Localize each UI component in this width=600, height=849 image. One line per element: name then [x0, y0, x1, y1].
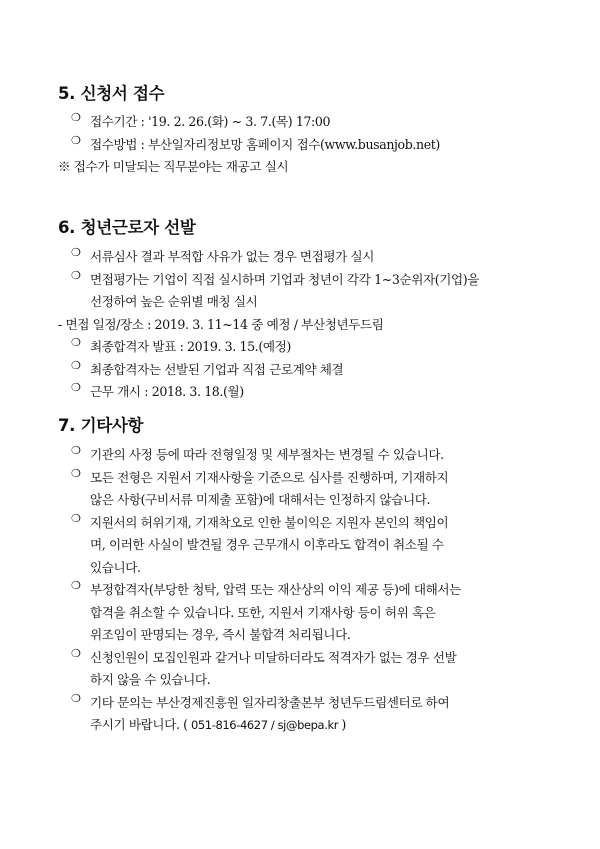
item-text: 부정합격자(부당한 청탁, 압력 또는 재산상의 이익 제공 등)에 대해서는 — [90, 582, 461, 597]
bullet-circle-icon: ❍ — [71, 511, 81, 525]
list-item — [58, 359, 558, 382]
section-selection — [58, 216, 558, 404]
item-text: 면접평가는 기업이 직접 실시하며 기업과 청년이 각각 1~3순위자(기업)을 — [90, 271, 480, 287]
section-application — [58, 82, 558, 179]
bullet-circle-icon: ❍ — [71, 444, 81, 457]
bullet-circle-icon: ❍ — [71, 133, 81, 147]
bullet-circle-icon: ❍ — [71, 246, 81, 259]
item-text: 신청인원이 모집인원과 같거나 미달하더라도 적격자가 없는 경우 선발 — [90, 649, 457, 665]
bullet-circle-icon: ❍ — [71, 466, 81, 480]
list-item — [58, 269, 558, 314]
item-text: 하지 않을 수 있습니다. — [90, 672, 211, 687]
list-item — [58, 647, 558, 692]
item-text: 지원서의 허위기재, 기재착오로 인한 불이익은 지원자 본인의 책임이 — [90, 514, 449, 530]
item-text: 합격을 취소할 수 있습니다. 또한, 지원서 기재사항 등이 허위 혹은 — [90, 604, 436, 620]
bullet-circle-icon: ❍ — [71, 358, 81, 372]
item-text: 위조임이 판명되는 경우, 즉시 불합격 처리됩니다. — [90, 627, 351, 642]
list-item — [58, 467, 558, 512]
contact-info: 051-816-4627 / sj@bepa.kr — [187, 718, 342, 732]
item-text: 기타 문의는 부산경제진흥원 일자리창출본부 청년두드림센터로 하여 — [90, 694, 450, 710]
detail-text: - 면접 일정/장소 : 2019. 3. 11~14 중 예정 / 부산청년두드림 — [58, 316, 384, 332]
contact-line — [90, 714, 558, 737]
section-heading: 6. 청년근로자 선발 — [58, 218, 196, 237]
item-text: 주시기 바랍니다. ( — [90, 717, 188, 732]
item-text: 있습니다. — [90, 559, 141, 575]
item-text: 않은 사항(구비서류 미제출 포함)에 대해서는 인정하지 않습니다. — [90, 492, 431, 507]
section-heading: 7. 기타사항 — [58, 416, 144, 435]
section-misc — [58, 414, 558, 737]
section-heading: 5. 신청서 접수 — [58, 84, 165, 103]
item-text: 며, 이러한 사실이 발견될 경우 근무개시 이후라도 합격이 취소될 수 — [90, 537, 444, 552]
list-item — [58, 512, 558, 580]
bullet-circle-icon: ❍ — [71, 268, 81, 282]
item-text: 접수기간 : '19. 2. 26.(화) ~ 3. 7.(목) 17:00 — [90, 114, 331, 129]
bullet-circle-icon: ❍ — [71, 691, 81, 705]
item-text: 모든 전형은 지원서 기재사항을 기준으로 심사를 진행하며, 기재하지 — [90, 469, 449, 485]
bullet-circle-icon: ❍ — [71, 579, 81, 592]
item-text: 접수방법 : 부산일자리정보망 홈페이지 접수(www.busanjob.net) — [90, 136, 440, 152]
item-text: 기관의 사정 등에 따라 전형일정 및 세부절차는 변경될 수 있습니다. — [90, 447, 444, 462]
list-item — [58, 692, 558, 737]
item-text: 근무 개시 : 2018. 3. 18.(월) — [90, 384, 244, 399]
item-text: 서류심사 결과 부적합 사유가 없는 경우 면접평가 실시 — [90, 249, 375, 264]
note-line — [58, 156, 558, 179]
item-text: 최종합격자는 선발된 기업과 직접 근로계약 체결 — [90, 361, 344, 377]
list-item — [58, 111, 558, 134]
item-text: 최종합격자 발표 : 2019. 3. 15.(예정) — [90, 339, 291, 354]
item-text: ) — [341, 717, 346, 732]
bullet-circle-icon: ❍ — [71, 381, 81, 394]
detail-line — [58, 314, 558, 337]
list-item — [58, 381, 558, 404]
list-item — [58, 246, 558, 269]
list-item — [58, 336, 558, 359]
bullet-circle-icon: ❍ — [71, 111, 81, 124]
note-text: ※ 접수가 미달되는 직무분야는 재공고 실시 — [58, 159, 289, 174]
bullet-circle-icon: ❍ — [71, 336, 81, 349]
list-item — [58, 579, 558, 647]
item-text: 선정하여 높은 순위별 매칭 실시 — [90, 294, 258, 309]
list-item — [58, 444, 558, 467]
bullet-circle-icon: ❍ — [71, 646, 81, 660]
list-item — [58, 134, 558, 157]
